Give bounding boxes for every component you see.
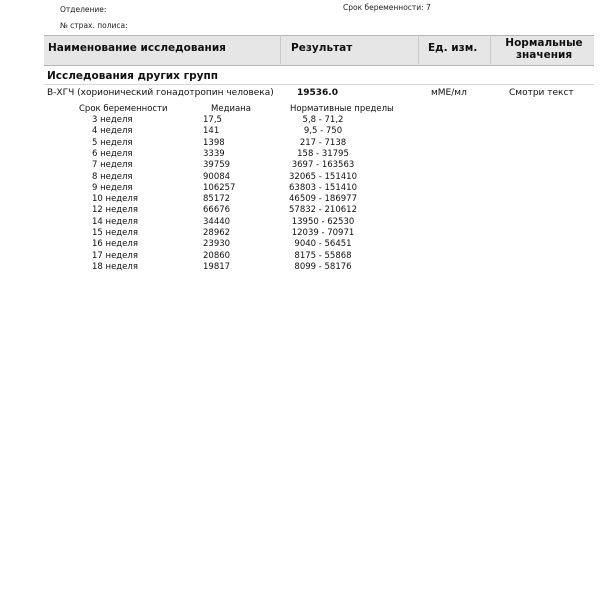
ref-median: 34440 <box>203 216 231 227</box>
table-row <box>0 126 606 137</box>
test-result: 19536.0 <box>297 88 338 98</box>
ref-median: 85172 <box>203 194 231 205</box>
table-row <box>0 205 606 216</box>
table-row <box>0 262 606 273</box>
ref-median: 90084 <box>203 171 231 182</box>
ref-limits: 8175 - 55868 <box>294 250 352 261</box>
ref-median: 3339 <box>203 148 225 159</box>
header-divider <box>490 35 491 64</box>
table-row <box>0 251 606 262</box>
ref-term: 14 неделя <box>92 216 138 227</box>
ref-limits: 12039 - 70971 <box>291 228 355 238</box>
ref-median: 19817 <box>203 261 231 272</box>
ref-median: 28962 <box>203 228 231 238</box>
ref-median: 23930 <box>203 239 231 250</box>
ref-limits: 9,5 - 750 <box>303 126 343 137</box>
ref-median: 1398 <box>203 137 225 148</box>
column-header-normal-line1: Нормальные <box>505 37 583 49</box>
ref-limits: 32065 - 151410 <box>289 171 357 182</box>
ref-column-term: Срок беременности <box>79 104 168 114</box>
column-header-result: Результат <box>291 42 353 54</box>
ref-limits: 8099 - 58176 <box>294 261 352 272</box>
ref-term: 6 неделя <box>92 148 133 159</box>
ref-term: 10 неделя <box>92 194 138 205</box>
ref-median: 66676 <box>203 205 231 216</box>
test-normal-values: Смотри текст <box>509 88 574 98</box>
table-row <box>0 194 606 205</box>
ref-limits: 63803 - 151410 <box>289 182 357 193</box>
department-label: Отделение: <box>60 5 107 14</box>
ref-column-median: Медиана <box>211 104 251 114</box>
table-row <box>0 239 606 250</box>
ref-term: 12 неделя <box>92 205 138 216</box>
table-row <box>0 138 606 149</box>
ref-limits: 158 - 31795 <box>297 148 349 159</box>
ref-column-limits: Нормативные пределы <box>290 104 394 114</box>
column-header-normal-line2: значения <box>515 49 573 61</box>
ref-term: 5 неделя <box>92 137 133 148</box>
ref-median: 39759 <box>203 160 231 171</box>
column-header-normal <box>496 37 592 61</box>
test-name: В-ХГЧ (хорионический гонадотропин человека) <box>47 88 274 98</box>
ref-term: 16 неделя <box>92 239 138 250</box>
pregnancy-term: Срок беременности: 7 <box>343 3 431 12</box>
table-row <box>0 217 606 228</box>
ref-limits: 57832 - 210612 <box>289 205 357 216</box>
ref-median: 141 <box>203 126 220 137</box>
ref-term: 8 неделя <box>92 171 133 182</box>
ref-term: 18 неделя <box>92 261 138 272</box>
ref-median: 20860 <box>203 250 231 261</box>
ref-limits: 13950 - 62530 <box>291 216 355 227</box>
table-row <box>0 115 606 126</box>
table-row <box>0 160 606 171</box>
table-row <box>0 149 606 160</box>
column-header-unit: Ед. изм. <box>428 42 478 54</box>
ref-term: 15 неделя <box>92 228 138 238</box>
ref-limits: 5,8 - 71,2 <box>302 115 344 125</box>
section-divider <box>44 84 594 85</box>
ref-term: 7 неделя <box>92 160 133 171</box>
ref-term: 3 неделя <box>92 115 133 125</box>
table-row <box>0 228 606 239</box>
section-title: Исследования других групп <box>47 70 218 82</box>
ref-limits: 3697 - 163563 <box>291 160 355 171</box>
ref-median: 106257 <box>203 182 236 193</box>
test-unit: мМЕ/мл <box>431 88 467 98</box>
table-row <box>0 183 606 194</box>
header-divider <box>280 35 281 64</box>
header-divider <box>418 35 419 64</box>
ref-term: 9 неделя <box>92 182 133 193</box>
policy-label: № страх. полиса: <box>60 21 128 30</box>
ref-limits: 217 - 7138 <box>299 137 347 148</box>
table-row <box>0 172 606 183</box>
ref-limits: 9040 - 56451 <box>294 239 352 250</box>
column-header-test-name: Наименование исследования <box>48 42 226 54</box>
ref-term: 17 неделя <box>92 250 138 261</box>
ref-median: 17,5 <box>203 115 222 125</box>
ref-term: 4 неделя <box>92 126 133 137</box>
ref-limits: 46509 - 186977 <box>289 194 357 205</box>
